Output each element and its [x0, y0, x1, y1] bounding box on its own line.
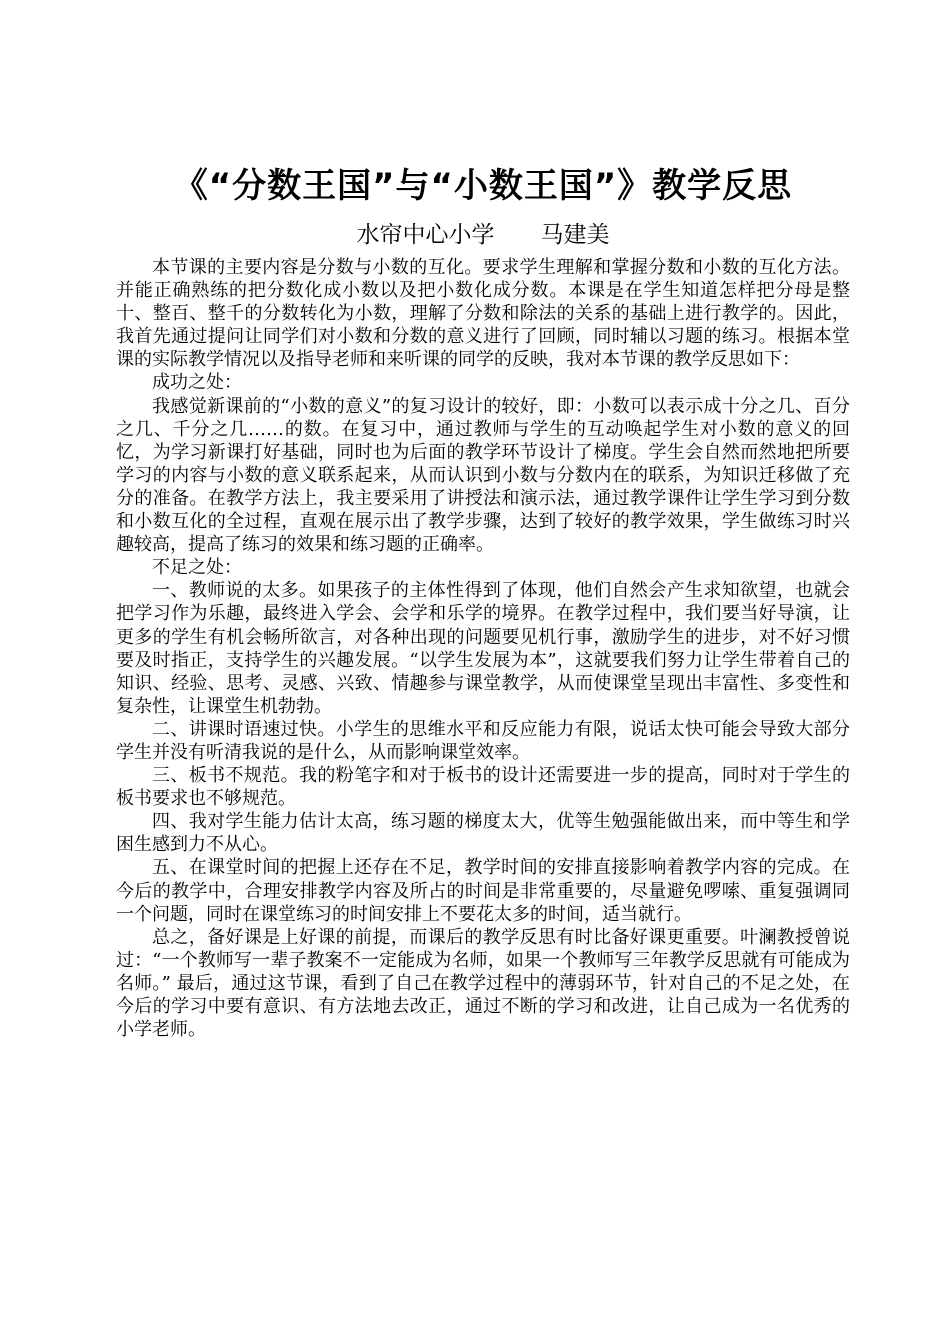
author-name: 马建美: [540, 222, 610, 248]
school-name: 水帘中心小学: [356, 222, 495, 248]
shortcoming-item: 四、我对学生能力估计太高，练习题的梯度太大，优等生勉强能做出来，而中等生和学困生感到力不从心。: [116, 811, 850, 856]
shortcoming-item: 二、讲课时语速过快。小学生的思维水平和反应能力有限，说话太快可能会导致大部分学生并没有听清我说的是什么，从而影响课堂效率。: [116, 718, 850, 763]
shortcoming-item: 一、教师说的太多。如果孩子的主体性得到了体现，他们自然会产生求知欲望，也就会把学习作为乐趣，最终进入学会、会学和乐学的境界。在教学过程中，我们要当好导演，让更多的学生有机会畅所欲言，对各种出现的问题要见机行事，激励学生的进步，对不好习惯要及时指正，支持学生的兴趣发展。“以学生发展为本”，这就要我们努力让学生带着自己的知识、经验、思考、灵感、兴致、情趣参与课堂教学，从而使课堂呈现出丰富性、多变性和复杂性，让课堂生机勃勃。: [116, 580, 850, 717]
shortcoming-item: 五、在课堂时间的把握上还存在不足，教学时间的安排直接影响着教学内容的完成。在今后的教学中，合理安排教学内容及所占的时间是非常重要的，尽量避免啰嗦、重复强调同一个问题，同时在课堂练习的时间安排上不要花太多的时间，适当就行。: [116, 857, 850, 925]
intro-paragraph: 本节课的主要内容是分数与小数的互化。要求学生理解和掌握分数和小数的互化方法。并能正确熟练的把分数化成小数以及把小数化成分数。本课是在学生知道怎样把分母是整十、整百、整千的分数转化为小数，理解了分数和除法的关系的基础上进行教学的。因此，我首先通过提问让同学们对小数和分数的意义进行了回顾，同时辅以习题的练习。根据本堂课的实际教学情况以及指导老师和来听课的同学的反映，我对本节课的教学反思如下：: [116, 257, 850, 371]
success-paragraph: 我感觉新课前的“小数的意义”的复习设计的较好，即：小数可以表示成十分之几、百分之几、千分之几……的数。在复习中，通过教师与学生的互动唤起学生对小数的意义的回忆，为学习新课打好基础，同时也为后面的教学环节设计了梯度。学生会自然而然地把所要学习的内容与小数的意义联系起来，从而认识到小数与分数内在的联系，为知识迁移做了充分的准备。在教学方法上，我主要采用了讲授法和演示法，通过教学课件让学生学习到分数和小数互化的全过程，直观在展示出了教学步骤，达到了较好的教学效果，学生做练习时兴趣较高，提高了练习的效果和练习题的正确率。: [116, 395, 850, 556]
conclusion-paragraph: 总之，备好课是上好课的前提，而课后的教学反思有时比备好课更重要。叶澜教授曾说过：“一个教师写一辈子教案不一定能成为名师，如果一个教师写三年教学反思就有可能成为名师。” 最后，通过这节课，看到了自己在教学过程中的薄弱环节，针对自己的不足之处，在今后的学习中要有意识、有方法地去改正，通过不断的学习和改进，让自己成为一名优秀的小学老师。: [116, 926, 850, 1041]
success-heading: 成功之处：: [152, 372, 242, 394]
document-title: 《“分数王国”与“小数王国”》教学反思: [173, 166, 793, 206]
shortcoming-item: 三、板书不规范。我的粉笔字和对于板书的设计还需要进一步的提高，同时对于学生的板书要求也不够规范。: [116, 765, 850, 810]
document-body: [116, 256, 850, 1041]
byline: [116, 218, 850, 252]
document-page: [116, 158, 850, 1041]
shortcoming-heading: 不足之处：: [152, 557, 242, 579]
